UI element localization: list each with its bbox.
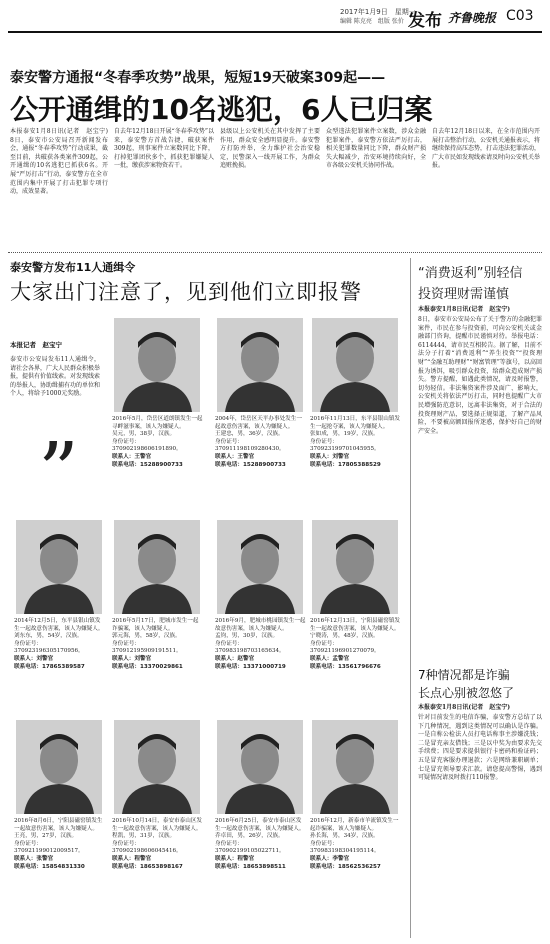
wanted-text: 2016年5月，岱岳区道朗镇发生一起寻衅滋事案，该人为嫌疑人。 xyxy=(112,416,203,430)
story4-body: 针对目前发生的电信诈骗，泰安警方总结了以下几种情况，遇到这类情况可以确认是诈骗。一是自称公检法人员打电话称事主涉嫌洗钱；二是冒充亲友借钱；三是以中奖为由要求先交手续费；四是要求提供银行卡密码和验证码；五是冒充客服办理退款；六是网络兼职刷单；七是冒充领导要求汇款。请您提高警惕，遇到可疑情况请及时拨打110报警。 xyxy=(418,714,542,782)
story1-col4: 众型违法犯罪案件立案数，涉众金融犯罪案件，泰安警方依法严厉打击，相关犯罪数量同比下降，群众财产损失大幅减少，治安环境持续向好，全市各级公安机关协同作战。 xyxy=(326,128,426,170)
story1-col5: 自去年12月18日以来，在全市范围内开展打击整治行动，公安机关通报表示，将继续保持高压态势，打击违法犯罪活动，广大市民如发现线索请及时向公安机关举报。 xyxy=(432,128,541,170)
wanted-contact: 联系人：刘警官 xyxy=(112,655,152,662)
wanted-photo xyxy=(312,720,398,814)
wanted-phone: 联系电话：15854831330 xyxy=(14,863,85,870)
wanted-photo xyxy=(217,520,303,614)
wanted-phone: 联系电话：18653898167 xyxy=(112,863,183,870)
wanted-caption xyxy=(215,618,307,716)
wanted-contact: 联系人：程警官 xyxy=(215,855,255,862)
wanted-photo xyxy=(16,520,102,614)
story2-byline: 本报记者 赵宝宁 xyxy=(10,341,62,349)
story1-headline: 公开通缉的10名逃犯，6人已归案 xyxy=(10,93,433,126)
wanted-name: 郭元海，男，58岁，汉族。 xyxy=(112,633,181,640)
wanted-contact: 联系人：赵警官 xyxy=(215,655,255,662)
story3-headline1: “消费返利”别轻信 xyxy=(418,266,523,281)
wanted-name: 王亮，男，27岁，汉族。 xyxy=(14,833,78,840)
wanted-text: 2016年12月13日，宁阳县磁窑镇发生一起故意伤害案，该人为嫌疑人。 xyxy=(310,618,401,632)
wanted-photo xyxy=(217,720,303,814)
wanted-contact: 联系人：刘警官 xyxy=(14,655,54,662)
wanted-phone: 联系电话：17865389587 xyxy=(14,663,85,670)
story4-byline: 本报泰安1月8日讯(记者 赵宝宁) xyxy=(418,704,511,711)
wanted-contact: 联系人：刘警官 xyxy=(310,453,350,460)
header-rule xyxy=(8,31,542,33)
story3-body: 8日，泰安市公安局公布了关于警方的金融犯罪案件，市民在参与投资前，可向公安机关或金融部门咨询，提醒市民谨慎对待。举报电话：6114444，请市民互相转告。据了解，目前不法分子打着“消费返利”“养生投资”“投资理财”“金融互助理财”“财富管理”等旗号，以高回报为诱饵，吸引群众投资，给群众造成财产损失。警方提醒，如遇此类情况，请及时报警，切勿轻信。非法集资案件涉及面广、影响大，公安机关将依法严厉打击，同时也提醒广大市民增强防范意识，远离非法集资，对于合法的投资理财产品，要选择正规渠道，了解产品风险，不要被高额回报所迷惑，保护好自己的财产安全。 xyxy=(418,316,542,435)
wanted-text: 2016年5月17日，肥城市发生一起诈骗案，该人为嫌疑人。 xyxy=(112,618,199,632)
story3-byline: 本报泰安1月8日讯(记者 赵宝宁) xyxy=(418,306,511,313)
wanted-text: 2014年12月5日，东平县银山镇发生一起故意伤害案，该人为嫌疑人。 xyxy=(14,618,104,632)
wanted-caption xyxy=(14,618,106,716)
wanted-phone: 联系电话：13370029861 xyxy=(112,663,183,670)
newspaper-logo: 齐鲁晚报 xyxy=(448,11,497,25)
story4-headline2: 长点心别被忽悠了 xyxy=(418,686,515,700)
wanted-photo xyxy=(114,720,200,814)
story3-headline2: 投资理财需谨慎 xyxy=(418,287,510,302)
wanted-caption xyxy=(310,618,402,716)
quote-mark: ” xyxy=(38,425,79,518)
wanted-id: 身份证号：370983198304195114。 xyxy=(310,840,380,855)
wanted-name: 乔卓田，男，26岁，汉族。 xyxy=(215,833,284,840)
wanted-text: 2016年12月，新泰市羊流镇发生一起诈骗案，该人为嫌疑人。 xyxy=(310,818,399,832)
wanted-caption xyxy=(310,416,402,514)
wanted-phone: 联系电话：13371000719 xyxy=(215,663,286,670)
wanted-photo xyxy=(16,720,102,814)
wanted-name: 宁晓涛，男，48岁，汉族。 xyxy=(310,633,379,640)
story1-col3: 县级以上公安机关在其中发挥了主要作用，群众安全感明显提升。泰安警方打防并举，全力维护社会治安稳定，民警深入一线开展工作，为群众追赃挽损。 xyxy=(220,128,320,170)
wanted-phone: 联系电话：18653898511 xyxy=(215,863,286,870)
wanted-name: 吴元，男，38岁，汉族。 xyxy=(112,431,176,438)
wanted-name: 王建忠，男，36岁，汉族。 xyxy=(215,431,284,438)
wanted-name: 程凯，男，31岁，汉族。 xyxy=(112,833,176,840)
wanted-contact: 联系人：程警官 xyxy=(112,855,152,862)
wanted-name: 孙长海，男，34岁，汉族。 xyxy=(310,833,379,840)
wanted-id: 身份证号：370983198703165634。 xyxy=(215,640,285,655)
wanted-id: 身份证号：370923199701045955。 xyxy=(310,438,380,453)
wanted-phone: 联系电话：13561796676 xyxy=(310,663,381,670)
wanted-photo xyxy=(114,318,200,412)
wanted-contact: 联系人：王警官 xyxy=(112,453,152,460)
wanted-text: 2016年8月6日，宁阳县磁窑镇发生一起故意伤害案，该人为嫌疑人。 xyxy=(14,818,103,832)
wanted-text: 2016年10月14日，泰安市泰山区发生一起故意伤害案，该人为嫌疑人。 xyxy=(112,818,203,832)
wanted-text: 2016年9月，肥城市桃园镇发生一起故意伤害案，该人为嫌疑人。 xyxy=(215,618,306,632)
wanted-id: 身份证号：370923196305170956。 xyxy=(14,640,84,655)
story1-kicker: 泰安警方通报“冬春季攻势”战果，短短19天破案309起—— xyxy=(10,70,386,86)
wanted-phone: 联系电话：15288900733 xyxy=(215,461,286,468)
story1-col2: 自去年12月18日开展“冬春季攻势”以来，泰安警方首战告捷，破获案件309起，刑事案件立案数同比下降，打掉犯罪团伙多个，抓获犯罪嫌疑人一批，缴获涉案物资若干。 xyxy=(114,128,214,170)
story2-headline: 大家出门注意了，见到他们立即报警 xyxy=(10,280,362,304)
section-divider xyxy=(8,252,542,253)
wanted-text: 2016年11月13日，东平县银山镇发生一起抢夺案，该人为嫌疑人。 xyxy=(310,416,401,430)
page-number: C03 xyxy=(506,8,534,24)
wanted-contact: 联系人：王警官 xyxy=(215,453,255,460)
wanted-name: 孟钧，男，30岁，汉族。 xyxy=(215,633,279,640)
wanted-text: 2016年6月25日，泰安市泰山区发生一起故意伤害案，该人为嫌疑人。 xyxy=(215,818,305,832)
wanted-name: 张如成，男，19岁，汉族。 xyxy=(310,431,379,438)
wanted-photo xyxy=(114,520,200,614)
wanted-id: 身份证号：370902199105022711。 xyxy=(215,840,285,855)
wanted-text: 2004年，岱岳区天平办事处发生一起故意伤害案，该人为嫌疑人。 xyxy=(215,416,302,430)
wanted-photo xyxy=(312,520,398,614)
wanted-contact: 联系人：孟警官 xyxy=(310,655,350,662)
story2-kicker: 泰安警方发布11人通缉令 xyxy=(10,261,136,274)
wanted-photo xyxy=(312,318,398,412)
story1-col1: 本报泰安1月8日讯(记者 赵宝宁) 8日，泰安市公安局召开新闻发布会，通报“冬春季攻势”行动成果，截至目前，共破获各类案件309起，公开通缉的10名逃犯已抓获6名。开展“严厉打击”行动，泰安警方在全市范围内集中开展了打击犯罪专项行动，成效显著。 xyxy=(10,128,115,196)
wanted-id: 身份证号：370921196901270079。 xyxy=(310,640,380,655)
wanted-id: 身份证号：370902198606191890。 xyxy=(112,438,182,453)
wanted-caption xyxy=(14,818,106,916)
wanted-caption xyxy=(112,818,204,916)
wanted-phone: 联系电话：17805388529 xyxy=(310,461,381,468)
column-divider xyxy=(410,258,411,938)
story4-headline1: 7种情况都是诈骗 xyxy=(418,668,510,682)
wanted-id: 身份证号：370921199012009517。 xyxy=(14,840,84,855)
story2-intro: 泰安市公安局发布11人通缉令，请社会各界，广大人民群众积极举报，提供有价值线索。对发现线索的举报人，协助缉捕有功的单位和个人，将给予1000元奖励。 xyxy=(10,356,101,398)
section-title: 发布 xyxy=(408,11,442,31)
wanted-phone: 联系电话：18562536257 xyxy=(310,863,381,870)
wanted-caption xyxy=(215,416,307,514)
wanted-id: 身份证号：370902198606045416。 xyxy=(112,840,182,855)
editors-line: 编辑 陈克亮 组版 张价 xyxy=(340,18,404,25)
wanted-caption xyxy=(215,818,307,916)
wanted-caption xyxy=(112,618,204,716)
wanted-id: 身份证号：370911198109280430。 xyxy=(215,438,285,453)
wanted-caption xyxy=(112,416,204,514)
wanted-contact: 联系人：张警官 xyxy=(14,855,54,862)
issue-date: 2017年1月9日 星期一 xyxy=(340,8,416,16)
wanted-id: 身份证号：370912195909191511。 xyxy=(112,640,182,655)
wanted-phone: 联系电话：15288900733 xyxy=(112,461,183,468)
wanted-name: 刘东东，男，54岁，汉族。 xyxy=(14,633,83,640)
wanted-contact: 联系人：李警官 xyxy=(310,855,350,862)
wanted-caption xyxy=(310,818,402,916)
wanted-photo xyxy=(217,318,303,412)
